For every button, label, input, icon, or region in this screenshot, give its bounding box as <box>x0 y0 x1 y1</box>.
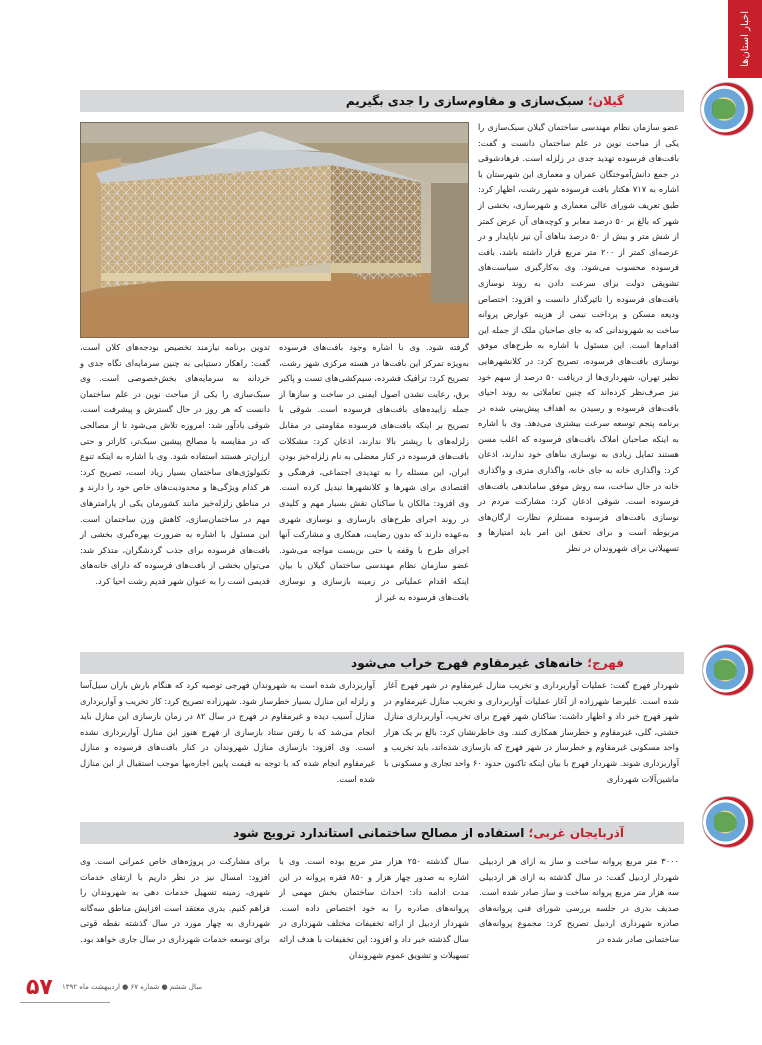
footer-divider <box>20 1002 110 1003</box>
section-title-location: فهرج؛ <box>583 656 624 670</box>
article-column-right: ۳۰۰۰ متر مربع پروانه ساخت و ساز به ازای هر اردبیلی شهردار اردبیل گفت: در سال گذشته به ازای هر اردبیلی سه هزار متر مربع پروانه ساخت و ساز صادر شده است. صدیف بدری در جلسه بررسی شورای فنی پروانه‌های صادره شهرداری اردبیل تصریح کرد: مجموع پروانه‌های ساختمانی صادر شده در <box>479 856 679 944</box>
article-column-right: عضو سازمان نظام مهندسی ساختمان گیلان سبک‌سازی را یکی از مباحث نوین در علم ساختمان دانست و گفت: بافت‌های فرسوده تهدید جدی در زلزله است. فرهادشوقی در جمع دانش‌آموختگان عمران و معماری این شهرستان با اشاره به ۷۱۷ هکتار بافت فرسوده شهر رشت، اظهار کرد: طبق تعریف شورای عالی معماری و شهرسازی، بخشی از شهر که بالغ بر ۵۰ درصد معابر و کوچه‌های آن عرض کمتر از شش متر و بیش از ۵۰ درصد بناهای آن نیز ناپایدار و در عرصه‌ای کمتر از ۲۰۰ متر مربع قرار داشته باشد، بافت فرسوده محسوب می‌شود. وی به‌کارگیری سیاست‌های تشویقی دولت برای سرعت دادن به روند نوسازی بافت‌های فرسوده را تاثیرگذار دانست و افزود: اختصاص ودیعه مسکن و پرداخت نیمی از هزینه عوارض پروانه ساخت به شهروندانی که به جای صاحبان ملک از جمله این اقدام‌ها است. این مسئول با اشاره به طرح‌های موفق نوسازی بافت‌های فرسوده، تصریح کرد: در کلانشهرهایی نظیر تهران، شهرداری‌ها از دریافت ۵۰ درصد از سهم خود نیز صرف‌نظر کرده‌اند که چنین تعاملاتی به روند احیای بافت‌های فرسوده و رسیدن به اهداف پیش‌بینی شده در برنامه پنجم توسعه سرعت بیشتری می‌دهد. وی با اشاره به اینکه صاحبان املاک بافت‌های فرسوده که اغلب مسن هستند تمایل زیادی به نوسازی بناهای خود ندارند، اذعان کرد: واگذاری خانه به جای خانه، واگذاری متری و واگذاری خانه در حال ساخت، سه روش موفق ساماندهی بافت‌های فرسوده است. شوقی اذعان کرد: مشارکت مردم در نوسازی بافت‌های فرسوده مستلزم نظارت ارگان‌های مربوطه است و برای تحقق این امر باید امتیازها و تسهیلاتی برای شهروندان در نظر <box>478 122 680 554</box>
province-emblem <box>702 644 754 696</box>
section-title <box>351 656 624 670</box>
side-tab-label: اخبار استان‌ها <box>739 11 751 67</box>
section-title-text: خانه‌های غیرمقاوم فهرج خراب می‌شود <box>351 656 584 670</box>
article-column-left: برای مشارکت در پروژه‌های خاص عمرانی است. وی افزود: امسال نیز در نظر داریم با ارتقای خدمات شهری، زمینه تسهیل خدمات دهی به شهروندان را فراهم کنیم. بدری معتقد است افزایش مناطق سه‌گانه شهرداری به چهار مورد در سال گذشته نقطه قوتی برای توسعه خدمات شهرداری در سال جاری خواهد بود. <box>80 856 270 944</box>
section-side-tab <box>728 0 762 78</box>
construction-photo <box>80 122 469 338</box>
article-column-middle: سال گذشته ۲۵۰ هزار متر مربع بوده است. وی با اشاره به صدور چهار هزار و ۸۵۰ فقره پروانه در این مدت ادامه داد: احداث ساختمان بخش مهمی از پروانه‌های صادره را به خود اختصاص داده است. شهردار اردبیل از ارائه تخفیفات مختلف شهرداری در سال گذشته خبر داد و افزود: این تخفیفات با هدف ارائه تسهیلات و تشویق عموم شهروندان <box>279 856 470 960</box>
article-column-middle: گرفته شود. وی با اشاره وجود بافت‌های فرسوده به‌ویژه تمرکز این بافت‌ها در هسته مرکزی شهر رشت، تصریح کرد: ترافیک فشرده، سیم‌کشی‌های تست و پاکیر برق، رعایت نشدن اصول ایمنی در ساخت و سازها از جمله زاییده‌های بافت‌های فرسوده است. شوقی با تصریح بر اینکه بافت‌های فرسوده مقاومتی در مقابل زلزله‌های با ریشتر بالا ندارند، اذعان کرد: مشکلات بافت‌های فرسوده در کنار معضلی به نام زلزله‌خیز بودن ایران، این مسئله را به تهدیدی اجتماعی، فرهنگی و اقتصادی برای شهرها و کلانشهرها تبدیل کرده است. وی افزود: مالکان یا ساکنان نقش بسیار مهم و کلیدی در روند اجرای طرح‌های بازسازی و نوسازی شهری به‌عهده دارند که بدون رضایت، همکاری و مشارکت آنها اجرای طرح با وقفه یا حتی بن‌بست مواجه می‌شود. عضو سازمان نظام مهندسی ساختمان گیلان با بیان اینکه اقدام عملیاتی در زمینه بازسازی و نوسازی بافت‌های فرسوده به غیر از <box>279 342 469 602</box>
section-title-text: سبک‌سازی و مقاوم‌سازی را جدی بگیریم <box>345 94 584 108</box>
issue-info: سال ششم ● شماره ۶۷ ● اردیبهشت ماه ۱۳۹۲ <box>62 983 202 991</box>
section-title-location: آذربایجان غربی؛ <box>524 826 624 840</box>
page-number: ۵۷ <box>26 975 53 1000</box>
section-title-location: گیلان؛ <box>583 94 624 108</box>
section-header-gilan <box>80 90 684 112</box>
article-column-left: تدوین برنامه نیازمند تخصیص بودجه‌های کلان است، گفت: راهکار دستیابی به چنین سرمایه‌ای نگاه جدی و خردانه به سرمایه‌های بخش‌خصوصی است. وی سبک‌سازی را یکی از مباحث نوین در علم ساختمان دانست که هر روز در حال گسترش و پیشرفت است. شوقی یادآور شد: امروزه تلاش می‌شود تا از مصالحی که در مقایسه با مصالح پیشین سبک‌تر، کاراتر و حتی ارزان‌تر هستند استفاده شود. وی با اشاره به اینکه تنوع تکنولوژی‌های ساختمان بسیار زیاد است، تصریح کرد: هر کدام ویژگی‌ها و محدودیت‌های خاص خود را دارند و در مناطق زلزله‌خیز مانند کشورمان یکی از پارامترهای مهم در ساختمان‌سازی، کاهش وزن ساختمان است. این مسئول با اشاره به ضرورت بهره‌گیری بخشی از بافت‌های فرسوده برای جذب گردشگران، متذکر شد: می‌توان بخشی از بافت‌های فرسوده که دارای خانه‌های قدیمی است را به عنوان شهر قدیم رشت احیا کرد. <box>80 342 270 586</box>
article-column-left: آواربرداری شده است به شهروندان فهرجی توصیه کرد که هنگام بارش باران سیل‌آسا و زلزله این منازل بسیار خطرساز شود. شهرزاده تصریح کرد: کار تخریب و آواربرداری منازل آسیب دیده و غیرمقاوم در فهرج در سال ۸۲ در زمان بازسازی این منازل باید انجام می‌شد که با رفتن ستاد بازسازی از فهرج هنوز این منازل آواربرداری نشده است. وی افزود: بازسازی منازل شهروندان در کنار بافت‌های فرسوده و منازل غیرمقاوم انجام شده که با توجه به قیمت پایین اجاره‌بها موجب استقبال از این منازل شده است. <box>80 680 375 784</box>
section-title <box>346 94 624 108</box>
section-title-text: استفاده از مصالح ساختمانی استاندارد ترویج شود <box>233 826 525 840</box>
section-header-azarbaijan <box>80 822 684 844</box>
province-emblem <box>700 82 754 136</box>
section-header-fahraj <box>80 652 684 674</box>
steel-frame-building-image <box>81 123 469 338</box>
province-emblem <box>702 796 754 848</box>
section-title <box>233 826 624 840</box>
article-column-right: شهردار فهرج گفت: عملیات آواربرداری و تخریب منازل غیرمقاوم در شهر فهرج آغاز شده است. علیرضا شهرزاده از آغاز عملیات آواربرداری و تخریب منازل غیرمقاوم در شهر فهرج خبر داد و اظهار داشت: ساکنان شهر فهرج برای تخریب، آواربرداری منازل خشتی، گلی، غیرمقاوم و خطرساز همکاری کنند. وی خاطرنشان کرد: بالغ بر یک هزار واحد مسکونی غیرمقاوم و خطرساز در شهر فهرج که بازسازی شده‌اند، باید تخریب و آواربرداری شوند. شهردار فهرج با بیان اینکه تاکنون حدود ۶۰ واحد تجاری و مسکونی با ماشین‌آلات شهرداری <box>384 680 679 784</box>
